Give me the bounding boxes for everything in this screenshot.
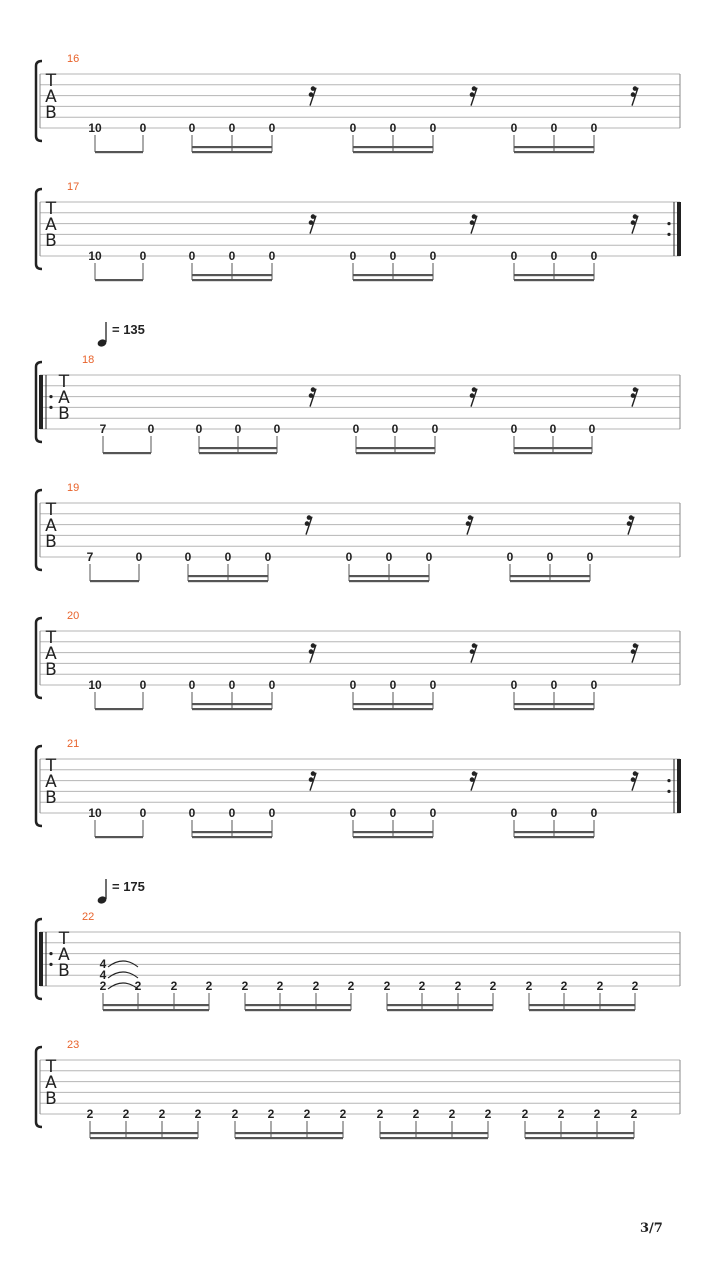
rest-flag-dot	[633, 643, 638, 648]
beam	[356, 452, 435, 454]
beam	[199, 447, 277, 449]
system-bracket	[36, 1047, 42, 1127]
tab-clef-letter: A	[58, 388, 70, 408]
system-bracket	[36, 746, 42, 826]
fret-number: 0	[273, 422, 281, 436]
fret-number: 0	[389, 121, 397, 135]
rest-flag-dot	[631, 649, 636, 654]
beam	[90, 580, 139, 582]
fret-number: 0	[268, 249, 276, 263]
fret-number: 0	[264, 550, 272, 564]
rest-flag-dot	[311, 643, 316, 648]
fret-number: 4	[99, 968, 107, 982]
fret-number: 0	[550, 121, 558, 135]
fret-number: 0	[586, 550, 594, 564]
repeat-end-thick-bar	[677, 759, 681, 813]
rest-flag-dot	[470, 649, 475, 654]
beam	[387, 1009, 493, 1011]
beam	[514, 703, 594, 705]
fret-number: 2	[593, 1107, 601, 1121]
rest-flag-dot	[631, 220, 636, 225]
tab-system-22	[36, 879, 680, 1011]
fret-number: 0	[510, 806, 518, 820]
fret-number: 2	[418, 979, 426, 993]
beam	[95, 279, 143, 281]
rest-flag-dot	[466, 521, 471, 526]
beam	[525, 1132, 634, 1134]
fret-number: 0	[429, 121, 437, 135]
tab-system-21	[36, 738, 681, 838]
tab-clef-letter: T	[45, 628, 57, 648]
repeat-dot	[49, 406, 52, 409]
fret-number: 0	[546, 550, 554, 564]
rest-flag-dot	[305, 521, 310, 526]
beam	[192, 146, 272, 148]
fret-number: 2	[205, 979, 213, 993]
fret-number: 0	[228, 806, 236, 820]
tab-clef-letter: A	[45, 1073, 57, 1093]
rest-flag-dot	[470, 92, 475, 97]
fret-number: 0	[431, 422, 439, 436]
tempo-marking: = 175	[112, 879, 145, 894]
beam	[192, 703, 272, 705]
tab-clef-letter: A	[45, 516, 57, 536]
system-bracket	[36, 618, 42, 698]
measure-number: 20	[67, 610, 80, 622]
fret-number: 2	[596, 979, 604, 993]
rest-flag-dot	[311, 771, 316, 776]
rest-flag-dot	[309, 220, 314, 225]
fret-number: 0	[590, 121, 598, 135]
fret-number: 2	[86, 1107, 94, 1121]
beam	[192, 708, 272, 710]
fret-number: 0	[188, 249, 196, 263]
fret-number: 0	[147, 422, 155, 436]
rest-flag-dot	[309, 92, 314, 97]
fret-number: 0	[268, 806, 276, 820]
beam	[514, 151, 594, 153]
beam	[353, 151, 433, 153]
fret-number: 2	[99, 979, 107, 993]
fret-number: 0	[549, 422, 557, 436]
fret-number: 0	[590, 806, 598, 820]
rest-flag-dot	[470, 220, 475, 225]
fret-number: 0	[429, 678, 437, 692]
fret-number: 0	[139, 678, 147, 692]
beam	[514, 836, 594, 838]
fret-number: 7	[86, 550, 94, 564]
fret-number: 0	[429, 806, 437, 820]
rest-flag-dot	[311, 387, 316, 392]
rest-flag-dot	[629, 515, 634, 520]
tab-clef-letter: A	[45, 644, 57, 664]
beam	[353, 279, 433, 281]
tab-clef-letter: B	[45, 1089, 57, 1109]
tab-system-23	[36, 1039, 680, 1139]
fret-number: 0	[228, 249, 236, 263]
rest-flag-dot	[472, 771, 477, 776]
repeat-dot	[49, 963, 52, 966]
fret-number: 0	[389, 678, 397, 692]
tab-system-17	[36, 181, 681, 281]
beam	[529, 1009, 635, 1011]
beam	[245, 1009, 351, 1011]
rest-flag-dot	[472, 86, 477, 91]
beam	[199, 452, 277, 454]
rest-flag-dot	[468, 515, 473, 520]
beam	[353, 831, 433, 833]
tab-clef-letter: B	[58, 404, 70, 424]
beam	[510, 580, 590, 582]
fret-number: 0	[429, 249, 437, 263]
fret-number: 0	[268, 678, 276, 692]
beam	[514, 708, 594, 710]
beam	[356, 447, 435, 449]
fret-number: 10	[88, 249, 102, 263]
fret-number: 0	[550, 249, 558, 263]
fret-number: 10	[88, 121, 102, 135]
rest-flag-dot	[633, 214, 638, 219]
fret-number: 0	[510, 249, 518, 263]
fret-number: 0	[139, 249, 147, 263]
tab-clef-letter: T	[45, 71, 57, 91]
tempo-marking: = 135	[112, 322, 145, 337]
rest-flag-dot	[309, 777, 314, 782]
rest-flag-dot	[631, 92, 636, 97]
fret-number: 0	[588, 422, 596, 436]
fret-number: 2	[454, 979, 462, 993]
fret-number: 2	[194, 1107, 202, 1121]
fret-number: 4	[99, 957, 107, 971]
fret-number: 0	[391, 422, 399, 436]
measure-number: 23	[67, 1039, 80, 1051]
fret-number: 10	[88, 678, 102, 692]
fret-number: 0	[510, 121, 518, 135]
beam	[95, 708, 143, 710]
fret-number: 0	[510, 422, 518, 436]
rest-flag-dot	[627, 521, 632, 526]
beam	[514, 146, 594, 148]
fret-number: 2	[560, 979, 568, 993]
rest-flag-dot	[631, 393, 636, 398]
fret-number: 2	[448, 1107, 456, 1121]
fret-number: 0	[425, 550, 433, 564]
rest-flag-dot	[633, 771, 638, 776]
beam	[188, 575, 268, 577]
fret-number: 0	[139, 121, 147, 135]
rest-flag-dot	[633, 86, 638, 91]
repeat-dot	[667, 233, 670, 236]
fret-number: 2	[122, 1107, 130, 1121]
tab-clef-letter: B	[45, 788, 57, 808]
fret-number: 0	[135, 550, 143, 564]
fret-number: 2	[303, 1107, 311, 1121]
rest-flag-dot	[311, 86, 316, 91]
fret-number: 2	[231, 1107, 239, 1121]
rest-flag-dot	[472, 643, 477, 648]
beam	[514, 274, 594, 276]
tab-clef-letter: B	[45, 231, 57, 251]
fret-number: 0	[139, 806, 147, 820]
fret-number: 0	[228, 678, 236, 692]
fret-number: 0	[234, 422, 242, 436]
beam	[192, 151, 272, 153]
fret-number: 0	[228, 121, 236, 135]
tab-clef-letter: B	[45, 532, 57, 552]
tab-clef-letter: B	[58, 961, 70, 981]
tab-clef-letter: T	[45, 1057, 57, 1077]
fret-number: 2	[267, 1107, 275, 1121]
measure-number: 21	[67, 738, 80, 750]
tab-clef-letter: A	[45, 87, 57, 107]
beam	[103, 1009, 209, 1011]
fret-number: 2	[134, 979, 142, 993]
tab-clef-letter: T	[45, 199, 57, 219]
beam	[529, 1004, 635, 1006]
beam	[90, 1132, 198, 1134]
rest-flag-dot	[470, 777, 475, 782]
tab-clef-letter: T	[45, 756, 57, 776]
repeat-dot	[49, 395, 52, 398]
beam	[349, 575, 429, 577]
fret-number: 2	[312, 979, 320, 993]
beam	[387, 1004, 493, 1006]
fret-number: 2	[158, 1107, 166, 1121]
repeat-dot	[667, 222, 670, 225]
rest-flag-dot	[472, 387, 477, 392]
page-number: 3/7	[640, 1221, 663, 1236]
fret-number: 2	[525, 979, 533, 993]
rest-flag-dot	[470, 393, 475, 398]
tab-clef-letter: T	[58, 372, 70, 392]
beam	[353, 836, 433, 838]
fret-number: 2	[383, 979, 391, 993]
beam	[245, 1004, 351, 1006]
fret-number: 2	[557, 1107, 565, 1121]
beam	[192, 831, 272, 833]
beam	[510, 575, 590, 577]
fret-number: 2	[489, 979, 497, 993]
fret-number: 0	[188, 806, 196, 820]
fret-number: 0	[352, 422, 360, 436]
tab-system-16	[36, 53, 680, 153]
fret-number: 2	[376, 1107, 384, 1121]
beam	[103, 452, 151, 454]
fret-number: 0	[550, 806, 558, 820]
fret-number: 0	[345, 550, 353, 564]
system-bracket	[36, 189, 42, 269]
beam	[235, 1132, 343, 1134]
fret-number: 2	[170, 979, 178, 993]
tab-clef-letter: A	[45, 215, 57, 235]
beam	[380, 1137, 488, 1139]
fret-number: 0	[506, 550, 514, 564]
beam	[349, 580, 429, 582]
beam	[95, 151, 143, 153]
fret-number: 2	[276, 979, 284, 993]
repeat-start-thick-bar	[39, 375, 43, 429]
fret-number: 2	[521, 1107, 529, 1121]
beam	[353, 703, 433, 705]
repeat-start-thick-bar	[39, 932, 43, 986]
fret-number: 0	[550, 678, 558, 692]
tab-clef-letter: A	[45, 772, 57, 792]
measure-number: 18	[82, 354, 95, 366]
system-bracket	[36, 61, 42, 141]
tab-clef-letter: A	[58, 945, 70, 965]
beam	[103, 1004, 209, 1006]
tab-system-18	[36, 322, 680, 454]
fret-number: 2	[631, 979, 639, 993]
beam	[188, 580, 268, 582]
tab-clef-letter: B	[45, 103, 57, 123]
beam	[192, 274, 272, 276]
rest-flag-dot	[311, 214, 316, 219]
rest-flag-dot	[472, 214, 477, 219]
fret-number: 2	[484, 1107, 492, 1121]
fret-number: 0	[268, 121, 276, 135]
tab-clef-letter: T	[58, 929, 70, 949]
measure-number: 17	[67, 181, 80, 193]
rest-flag-dot	[309, 649, 314, 654]
fret-number: 0	[385, 550, 393, 564]
rest-flag-dot	[631, 777, 636, 782]
rest-flag-dot	[309, 393, 314, 398]
fret-number: 0	[590, 249, 598, 263]
beam	[514, 279, 594, 281]
measure-number: 22	[82, 911, 95, 923]
fret-number: 2	[347, 979, 355, 993]
tab-clef-letter: T	[45, 500, 57, 520]
fret-number: 0	[349, 121, 357, 135]
beam	[525, 1137, 634, 1139]
beam	[95, 836, 143, 838]
measure-number: 16	[67, 53, 80, 65]
tab-system-20	[36, 610, 680, 710]
beam	[514, 831, 594, 833]
fret-number: 0	[195, 422, 203, 436]
tab-clef-letter: B	[45, 660, 57, 680]
fret-number: 0	[224, 550, 232, 564]
fret-number: 0	[184, 550, 192, 564]
beam	[192, 279, 272, 281]
rest-flag-dot	[633, 387, 638, 392]
measure-number: 19	[67, 482, 80, 494]
rest-flag-dot	[307, 515, 312, 520]
fret-number: 2	[339, 1107, 347, 1121]
beam	[380, 1132, 488, 1134]
fret-number: 0	[349, 249, 357, 263]
fret-number: 0	[188, 121, 196, 135]
fret-number: 10	[88, 806, 102, 820]
fret-number: 0	[349, 806, 357, 820]
beam	[192, 836, 272, 838]
fret-number: 0	[389, 249, 397, 263]
repeat-dot	[667, 790, 670, 793]
fret-number: 0	[188, 678, 196, 692]
beam	[90, 1137, 198, 1139]
fret-number: 2	[412, 1107, 420, 1121]
repeat-dot	[49, 952, 52, 955]
beam	[353, 274, 433, 276]
fret-number: 0	[389, 806, 397, 820]
beam	[353, 146, 433, 148]
beam	[514, 452, 592, 454]
fret-number: 0	[510, 678, 518, 692]
beam	[514, 447, 592, 449]
fret-number: 0	[349, 678, 357, 692]
beam	[235, 1137, 343, 1139]
fret-number: 7	[99, 422, 107, 436]
fret-number: 2	[241, 979, 249, 993]
tab-system-19	[36, 482, 680, 582]
repeat-dot	[667, 779, 670, 782]
fret-number: 2	[630, 1107, 638, 1121]
fret-number: 0	[590, 678, 598, 692]
system-bracket	[36, 490, 42, 570]
beam	[353, 708, 433, 710]
repeat-end-thick-bar	[677, 202, 681, 256]
